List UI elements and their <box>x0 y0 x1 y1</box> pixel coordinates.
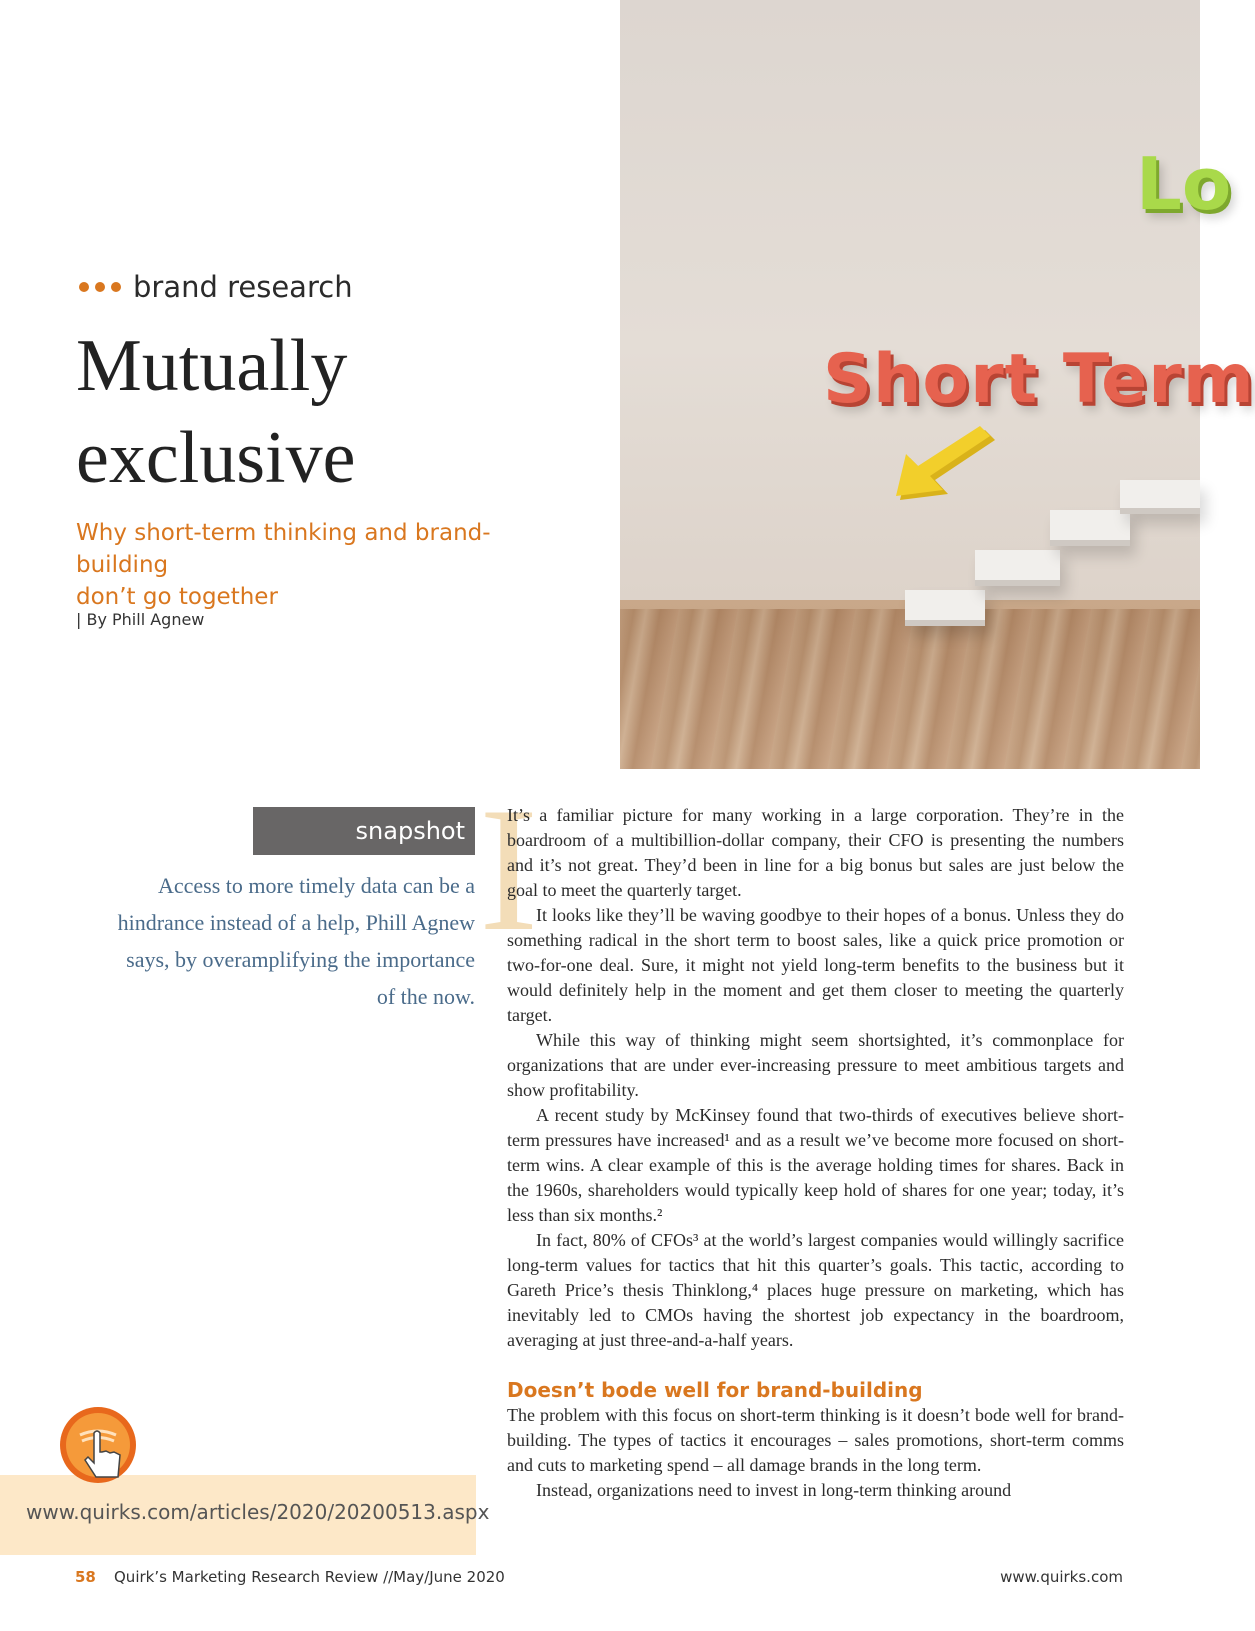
stair-step <box>905 590 985 626</box>
body-paragraph: A recent study by McKinsey found that two-thirds of executives believe short-term pressures have increased¹ and as a result we’ve become more focused on short-term wins. A clear example of this is the average holding times for shares. Back in the 1960s, shareholders would typically keep hold of shares for one year; today, it’s less than six months.² <box>507 1105 1124 1225</box>
dek <box>76 517 576 613</box>
stair-step <box>1120 480 1200 514</box>
kicker-dots-icon <box>79 282 121 292</box>
subhead: Doesn’t bode well for brand-building <box>507 1378 923 1402</box>
stair-step <box>1050 510 1130 546</box>
footer-site-link[interactable]: www.quirks.com <box>1000 1568 1123 1586</box>
body-paragraph: Instead, organizations need to invest in long-term thinking around <box>536 1480 1012 1500</box>
yellow-arrow-icon <box>890 420 1000 510</box>
section-kicker <box>79 270 353 304</box>
headline-line-2: exclusive <box>76 417 356 499</box>
snapshot-text: Access to more timely data can be a hindrance instead of a help, Phill Agnew says, by overamplifying the importance of the now. <box>117 873 475 1009</box>
dek-line-1: Why short-term thinking and brand-building <box>76 520 491 578</box>
publication-name: Quirk’s Marketing Research Review //May/June 2020 <box>114 1568 505 1586</box>
body-paragraph: In fact, 80% of CFOs³ at the world’s largest companies would willingly sacrifice long-term values for tactics that hit this quarter’s goals. This tactic, according to Gareth Price’s thesis Thinklong,⁴ places huge pressure on marketing, which has inevitably led to CMOs having the shortest job expectancy in the boardroom, averaging at just three-and-a-half years. <box>507 1230 1124 1350</box>
article-body <box>507 803 1124 1503</box>
hero-photo <box>620 0 1255 769</box>
byline: | By Phill Agnew <box>76 610 205 629</box>
body-paragraph: While this way of thinking might seem shortsighted, it’s commonplace for organizations that are under ever-increasing pressure to meet ambitious targets and show profitability. <box>507 1030 1124 1100</box>
body-paragraph: It’s a familiar picture for many working in a large corporation. They’re in the boardroom of a multibillion-dollar company, their CFO is presenting the numbers and it’s not great. They’d been in line for a big bonus but sales are just below the goal to meet the quarterly target. <box>507 805 1124 900</box>
headline <box>76 320 596 504</box>
body-paragraph: It looks like they’ll be waving goodbye to their hopes of a bonus. Unless they do something radical in the short term to boost sales, like a quick price promotion or two-for-one deal. Sure, it might not yield long-term benefits to the business but it would definitely help in the moment and get them closer to meeting the quarterly target. <box>507 905 1124 1025</box>
body-paragraph: The problem with this focus on short-term thinking is it doesn’t bode well for brand-building. The types of tactics it encourages – sales promotions, short-term comms and cuts to marketing spend – all damage brands in the long term. <box>507 1405 1124 1475</box>
stair-step <box>975 550 1060 586</box>
wall-text-short-term: Short Term <box>823 340 1255 419</box>
article-url-link[interactable]: www.quirks.com/articles/2020/20200513.aspx <box>26 1500 490 1524</box>
click-hand-icon[interactable] <box>58 1405 144 1491</box>
drop-cap: I <box>479 770 539 968</box>
headline-line-1: Mutually <box>76 325 348 407</box>
wall-text-long: Lo <box>1136 142 1232 226</box>
page-number: 58 <box>75 1568 96 1586</box>
kicker-label: brand research <box>133 270 353 304</box>
snapshot-label: snapshot <box>253 807 475 855</box>
dek-line-2: don’t go together <box>76 584 278 610</box>
